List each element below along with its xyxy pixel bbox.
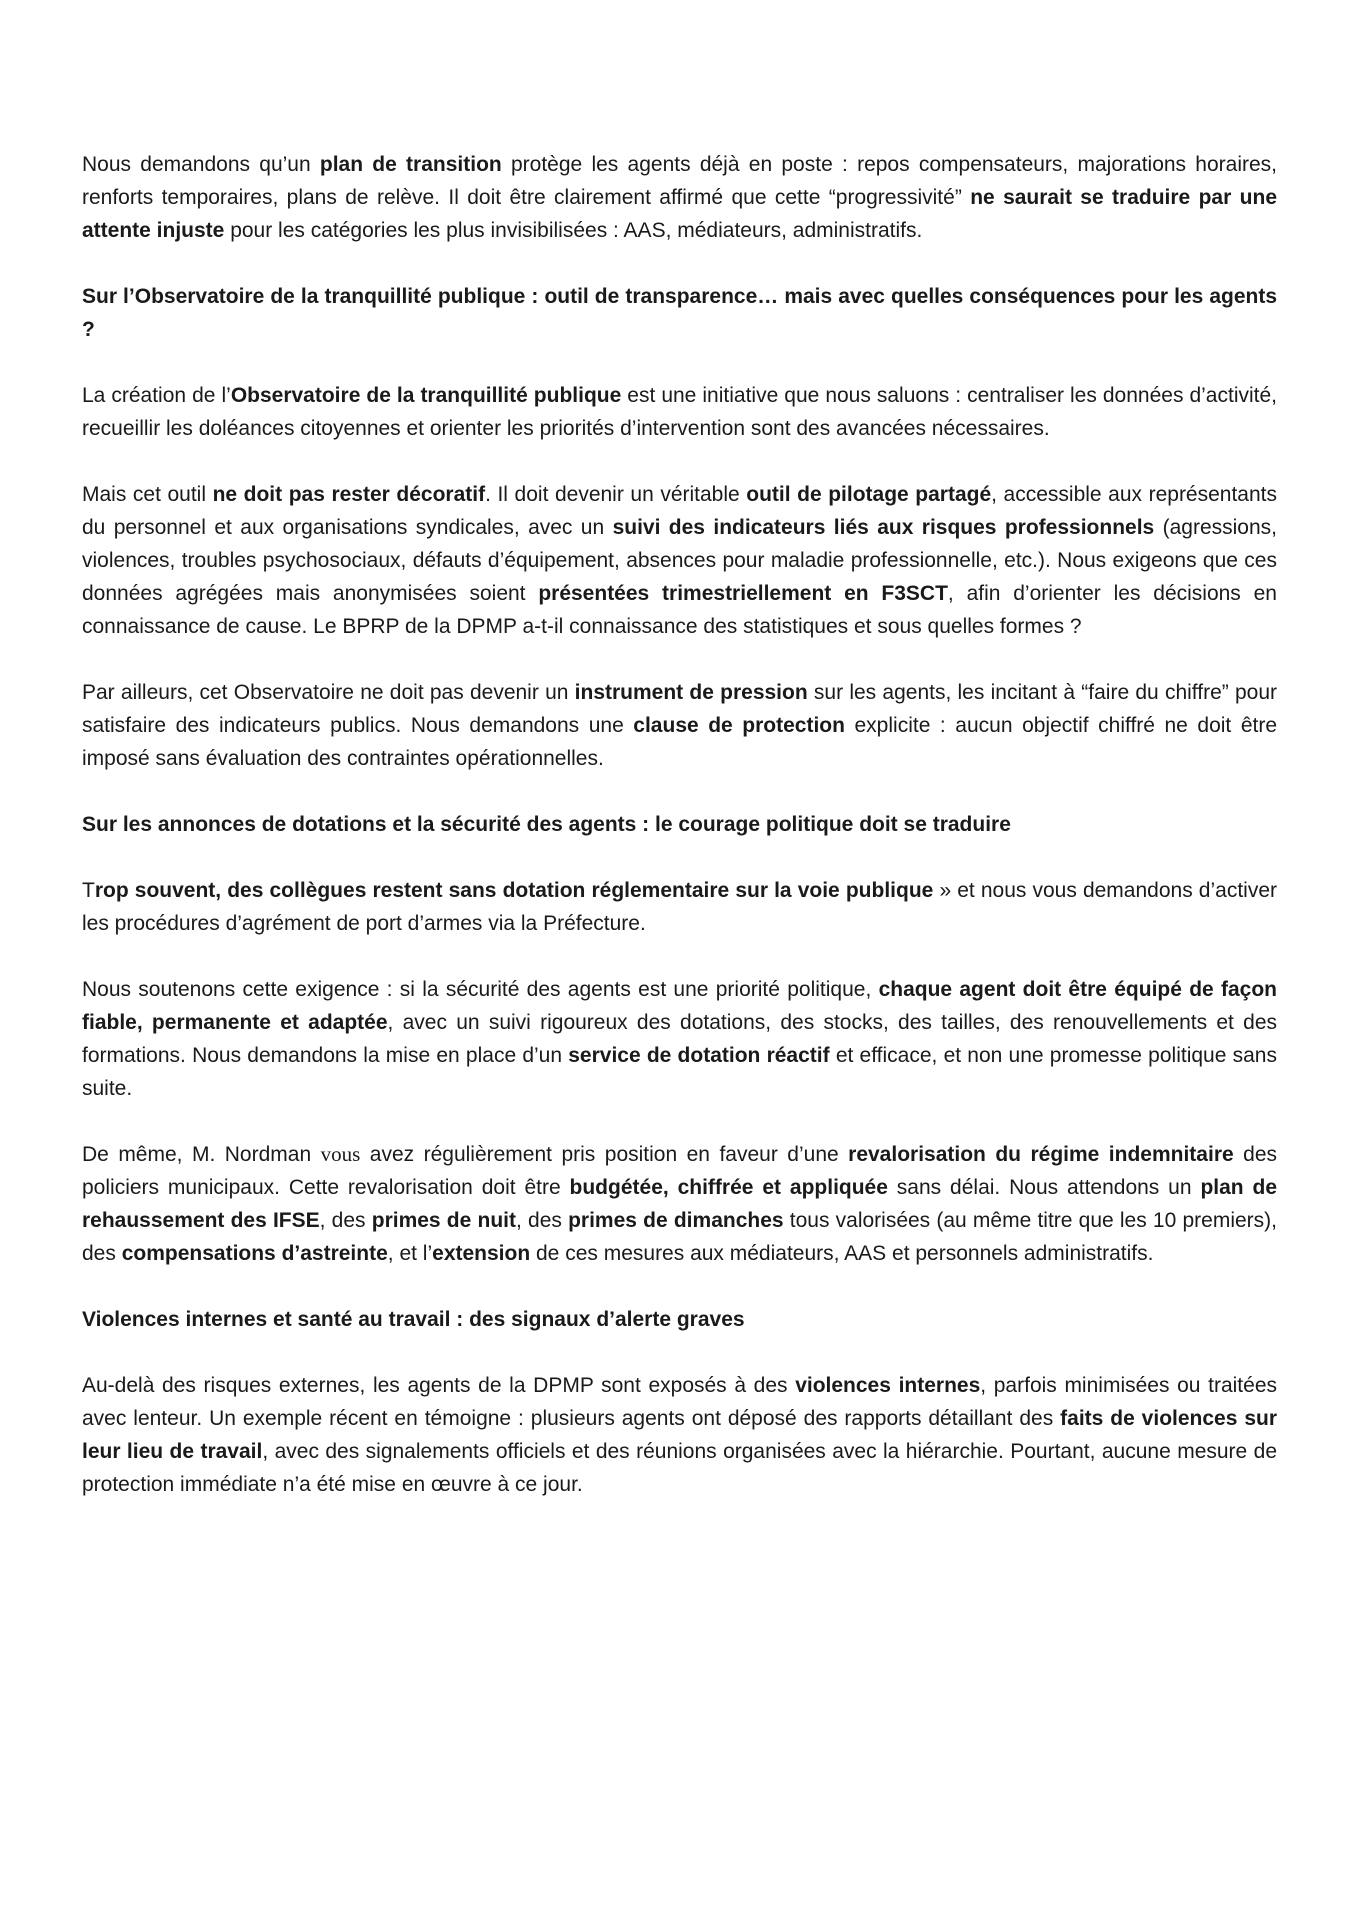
text-run: , et l’	[387, 1242, 433, 1265]
bold-text-run: faits de violences sur leur lieu de travail	[82, 1407, 1278, 1463]
paragraph-dotation-reglementaire	[82, 874, 1277, 940]
bold-text-run: service de dotation réactif	[568, 1044, 830, 1067]
paragraph-pressure-instrument	[82, 676, 1277, 775]
text-run: pour les catégories les plus invisibilisées : AAS, médiateurs, administratifs.	[224, 219, 923, 242]
text-run: (agressions, violences, troubles psychosociaux, défauts d’équipement, absences pour maladie professionnelle, etc.). Nous exigeons que ces données agrégées mais anonymisées soient	[82, 516, 1278, 605]
text-run: protège les agents déjà en poste : repos compensateurs, majorations horaires, renforts temporaires, plans de relève. Il doit être clairement affirmé que cette “progressivité”	[82, 153, 1277, 209]
section-heading-observatoire: Sur l’Observatoire de la tranquillité publique : outil de transparence… mais avec quelles conséquences pour les agents ?	[82, 285, 1277, 341]
text-run: tous valorisées (au même titre que les 10 premiers), des	[82, 1209, 1277, 1265]
section-heading-violences-internes: Violences internes et santé au travail : des signaux d’alerte graves	[82, 1308, 745, 1331]
text-run: T	[82, 879, 95, 902]
text-run: et efficace, et non une promesse politique sans suite.	[82, 1044, 1277, 1100]
text-run: Nous soutenons cette exigence : si la sécurité des agents est une priorité politique,	[82, 978, 879, 1001]
bold-text-run: budgétée, chiffrée et appliquée	[569, 1176, 888, 1199]
text-run: » et nous vous demandons d’activer les procédures d’agrément de port d’armes via la Préfecture.	[82, 879, 1277, 935]
bold-text-run: chaque agent doit être équipé de façon fiable, permanente et adaptée	[82, 978, 1277, 1034]
bold-text-run: extension	[432, 1242, 531, 1265]
bold-text-run: clause de protection	[633, 714, 845, 737]
bold-text-run: plan de rehaussement des IFSE	[82, 1176, 1277, 1232]
bold-text-run: revalorisation du régime indemnitaire	[848, 1143, 1234, 1166]
text-run: Nous demandons qu’un	[82, 153, 320, 176]
paragraph-transition-plan	[82, 148, 1277, 247]
bold-text-run: outil de pilotage partagé	[746, 483, 992, 506]
document-page	[82, 148, 1277, 1534]
text-run: Au-delà des risques externes, les agents de la DPMP sont exposés à des	[82, 1374, 796, 1397]
bold-text-run: primes de dimanches	[568, 1209, 784, 1232]
bold-text-run: instrument de pression	[574, 681, 808, 704]
paragraph-equipment-support	[82, 973, 1277, 1105]
text-run: explicite : aucun objectif chiffré ne doit être imposé sans évaluation des contraintes opérationnelles.	[82, 714, 1278, 770]
text-run: Mais cet outil	[82, 483, 213, 506]
text-run: , accessible aux représentants du personnel et aux organisations syndicales, avec un	[82, 483, 1277, 539]
text-run: De même, M. Nordman	[82, 1143, 321, 1166]
paragraph-observatoire-creation	[82, 379, 1277, 445]
paragraph-pilotage-tool	[82, 478, 1277, 643]
text-run: avez régulièrement pris position en faveur d’une	[360, 1143, 849, 1166]
text-run: La création de l’	[82, 384, 231, 407]
text-run: , avec un suivi rigoureux des dotations, des stocks, des tailles, des renouvellements et des formations. Nous demandons la mise en place d’un	[82, 1011, 1278, 1067]
bold-text-run: violences internes	[795, 1374, 981, 1397]
bold-text-run: Observatoire de la tranquillité publique	[230, 384, 622, 407]
bold-text-run: suivi des indicateurs liés aux risques professionnels	[612, 516, 1155, 539]
paragraph-violences-internes	[82, 1369, 1277, 1501]
text-run: . Il doit devenir un véritable	[485, 483, 747, 506]
text-run: sans délai. Nous attendons un	[887, 1176, 1201, 1199]
serif-text-run: vous	[320, 1142, 361, 1166]
bold-text-run: plan de transition	[319, 153, 502, 176]
text-run: , avec des signalements officiels et des réunions organisées avec la hiérarchie. Pourtant, aucune mesure de protection immédiate n’a été mise en œuvre à ce jour.	[82, 1440, 1278, 1496]
text-run: est une initiative que nous saluons : centraliser les données d’activité, recueillir les doléances citoyennes et orienter les priorités d’intervention sont des avancées nécessaires.	[82, 384, 1277, 440]
text-run: Par ailleurs, cet Observatoire ne doit pas devenir un	[82, 681, 575, 704]
bold-text-run: ne doit pas rester décoratif	[212, 483, 486, 506]
bold-text-run: compensations d’astreinte	[121, 1242, 388, 1265]
bold-text-run: présentées trimestriellement en F3SCT	[538, 582, 948, 605]
text-run: des policiers municipaux. Cette revalorisation doit être	[82, 1143, 1278, 1199]
text-run: , des	[319, 1209, 372, 1232]
text-run: sur les agents, les incitant à “faire du chiffre” pour satisfaire des indicateurs publics. Nous demandons une	[82, 681, 1278, 737]
paragraph-regime-indemnitaire	[82, 1138, 1277, 1270]
text-run: , des	[516, 1209, 569, 1232]
text-run: , parfois minimisées ou traitées avec lenteur. Un exemple récent en témoigne : plusieurs agents ont déposé des rapports détaillant des	[82, 1374, 1277, 1430]
bold-text-run: primes de nuit	[371, 1209, 516, 1232]
section-heading-dotations: Sur les annonces de dotations et la sécurité des agents : le courage politique doit se traduire	[82, 813, 1011, 836]
text-run: de ces mesures aux médiateurs, AAS et personnels administratifs.	[530, 1242, 1154, 1265]
text-run: , afin d’orienter les décisions en connaissance de cause. Le BPRP de la DPMP a-t-il connaissance des statistiques et sous quelles formes ?	[82, 582, 1277, 638]
bold-text-run: ne saurait se traduire par une attente injuste	[82, 186, 1277, 242]
bold-text-run: rop souvent, des collègues restent sans dotation réglementaire sur la voie publique	[94, 879, 934, 902]
